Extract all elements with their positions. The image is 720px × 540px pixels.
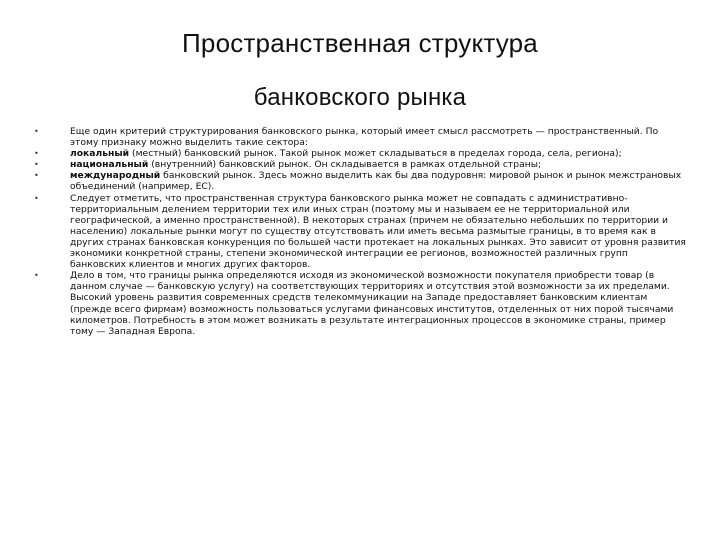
list-item-bold-term: международный [70, 170, 161, 182]
list-item-text: Следует отметить, что пространственная структура банковского рынка может не совпадать с административно-территориальным делением территории тех или иных стран (поэтому мы и называем ее не территориальной или географической, а именно пространственной). В некоторых странах (причем не обязательно небольших по территории и населению) локальные рынки могут по существу отсутствовать или иметь весьма размытые границы, в то время как в других странах банковская конкуренция по большей части протекает на локальных рынках. Это зависит от уровня развития экономики конкретной страны, степени экономической интеграции ее регионов, возможностей различных групп банковских клиентов и многих других факторов. [70, 192, 686, 271]
list-item-bold-term: локальный [70, 148, 130, 160]
list-item [34, 126, 686, 148]
list-item [34, 170, 686, 192]
list-item-text: Дело в том, что границы рынка определяются исходя из экономической возможности покупателя приобрести товар (в данном случае — банковскую услугу) на соответствующих территориях и отсутствия этой возможности за их пределами. Высокий уровень развития современных средств телекоммуникации на Западе предоставляет банковским клиентам (прежде всего фирмам) возможность пользоваться услугами финансовых институтов, отделенных от них порой тысячами километров. Потребность в этом может возникать в результате интеграционных процессов в экономике страны, пример тому — Западная Европа. [70, 270, 674, 337]
slide-title-line-2: банковского рынка [253, 84, 467, 111]
bullet-icon: • [34, 271, 39, 281]
bullet-icon: • [34, 171, 39, 181]
list-item-bold-term: национальный [70, 159, 149, 171]
bullet-icon: • [34, 193, 39, 203]
list-item [34, 159, 686, 170]
list-item [34, 270, 686, 337]
bullet-icon: • [34, 149, 39, 159]
list-item-text: Еще один критерий структурирования банковского рынка, который имеет смысл рассмотреть — пространственный. По этому признаку можно выделить такие сектора: [70, 126, 659, 149]
list-item-text: (местный) банковский рынок. Такой рынок может складываться в пределах города, села, региона); [129, 148, 622, 160]
bullet-list [34, 126, 686, 337]
bullet-icon: • [34, 160, 39, 170]
list-item [34, 193, 686, 271]
list-item-text: банковский рынок. Здесь можно выделить как бы два подуровня: мировой рынок и рынок межстрановых объединений (например, ЕС). [70, 170, 682, 193]
bullet-icon: • [34, 127, 39, 136]
list-item-text: (внутренний) банковский рынок. Он складывается в рамках отдельной страны; [148, 159, 542, 171]
list-item [34, 148, 686, 159]
slide-title-line-1: Пространственная структура [182, 28, 538, 58]
